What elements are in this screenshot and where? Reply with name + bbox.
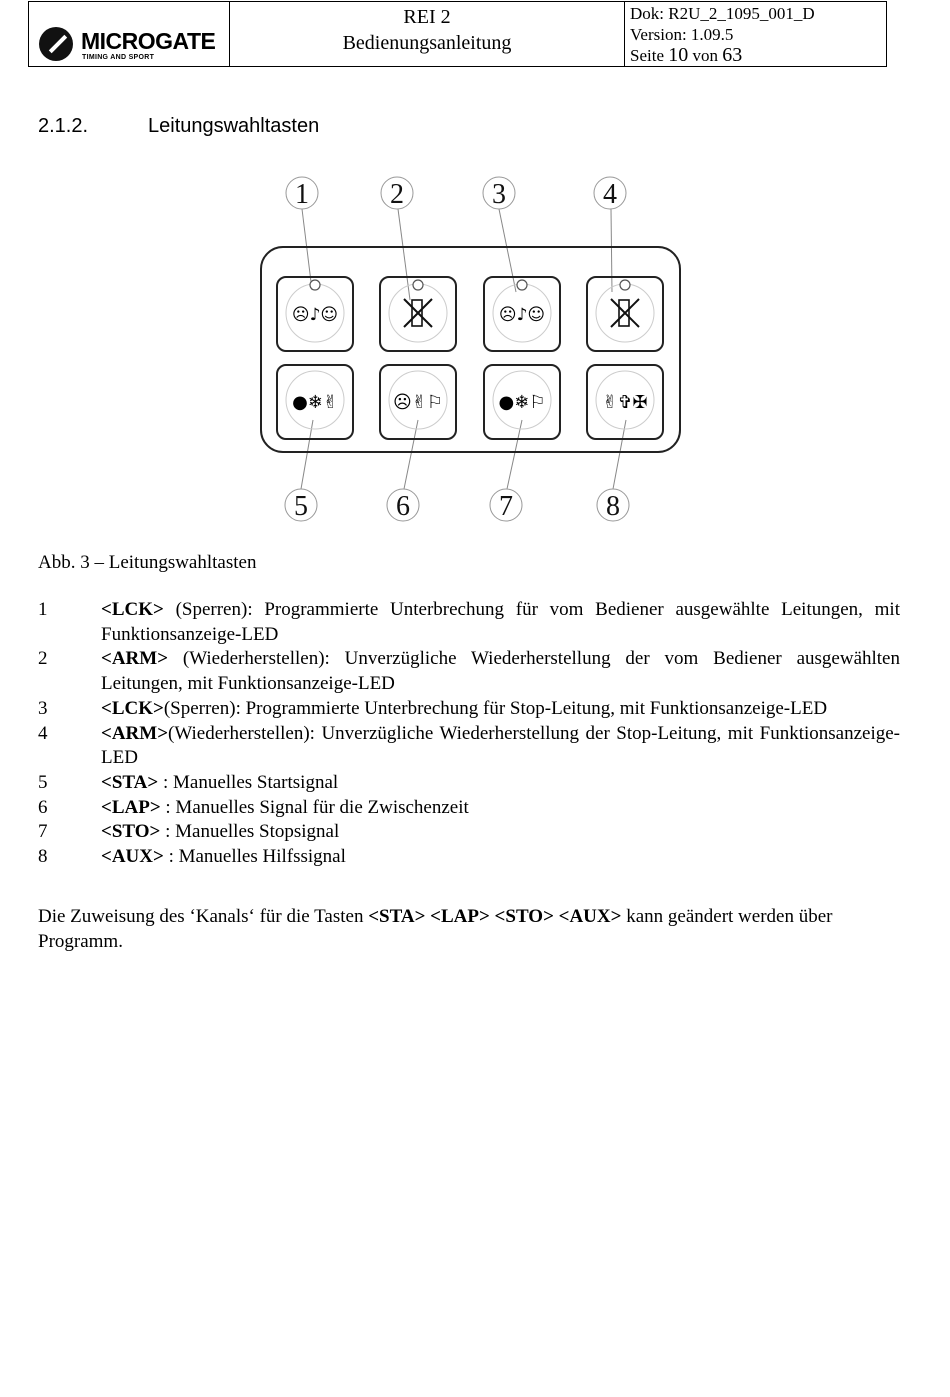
list-item: 2 <ARM> (Wiederherstellen): Unverzügliche Wiederherstellung der vom Bediener ausgewählten Leitungen, mit Funktionsanzeige-LED	[38, 648, 900, 695]
key-name: <LCK>	[101, 599, 164, 620]
key-2-arm[interactable]	[380, 277, 456, 351]
key-name: <AUX>	[101, 846, 164, 868]
document-type: Bedienungsanleitung	[342, 32, 512, 54]
page-number: 10	[668, 44, 689, 66]
led-indicator-icon	[517, 280, 527, 290]
section-number: 2.1.2.	[38, 115, 89, 137]
key-3-lck[interactable]	[484, 277, 560, 351]
callout-3	[483, 177, 515, 210]
aux-symbols-icon: ✌✞✠	[602, 392, 648, 413]
list-item: 7 <STO> : Manuelles Stopsignal	[38, 821, 340, 843]
list-item: 1 <LCK> (Sperren): Programmierte Unterbrechung für vom Bediener ausgewählte Leitungen, mit Funktionsanzeige-LED	[38, 599, 900, 645]
list-item: 3 <LCK>(Sperren): Programmierte Unterbrechung für Stop-Leitung, mit Funktionsanzeige-LED	[38, 697, 828, 719]
product-name: REI 2	[403, 6, 451, 28]
callout-7	[490, 489, 522, 522]
doc-version: Version: 1.09.5	[630, 25, 734, 44]
key-name: <LAP>	[101, 796, 161, 818]
callout-2	[381, 177, 413, 210]
key-name: <ARM>	[101, 722, 169, 744]
logo-text: MICROGATE	[81, 28, 216, 54]
callout-5	[285, 489, 317, 522]
callout-8	[597, 489, 629, 522]
lap-symbols-icon: ☹✌⚐	[393, 392, 443, 413]
key-5-sta[interactable]	[277, 365, 353, 439]
lock-symbols-icon: ☹♪☺	[291, 305, 339, 325]
list-item: 8 <AUX> : Manuelles Hilfssignal	[38, 846, 346, 868]
key-name: <LCK>	[101, 697, 164, 719]
svg-text:3: 3	[492, 179, 506, 210]
led-indicator-icon	[310, 280, 320, 290]
stop-symbols-icon: ●❄⚐	[498, 392, 546, 413]
svg-text:1: 1	[295, 179, 309, 210]
key-name: <STO>	[101, 821, 161, 843]
list-item: 4 <ARM>(Wiederherstellen): Unverzügliche Wiederherstellung der Stop-Leitung, mit Funktionsanzeige-LED	[38, 722, 900, 769]
key-names: <STA> <LAP> <STO> <AUX>	[368, 906, 622, 927]
keypad-figure	[0, 0, 950, 540]
section-title: Leitungswahltasten	[148, 115, 320, 137]
doc-id: Dok: R2U_2_1095_001_D	[630, 4, 815, 23]
led-indicator-icon	[413, 280, 423, 290]
led-indicator-icon	[620, 280, 630, 290]
svg-text:2: 2	[390, 179, 404, 210]
key-name: <ARM>	[101, 648, 169, 670]
channel-assignment-note: Die Zuweisung des ‘Kanals‘ für die Tasten <STA> <LAP> <STO> <AUX> kann geändert werden über Programm.	[38, 906, 833, 952]
list-item: 6 <LAP> : Manuelles Signal für die Zwischenzeit	[38, 796, 469, 818]
arm-cross-icon	[404, 299, 432, 327]
page-indicator: Seite 10 von 63	[630, 44, 743, 66]
svg-text:5: 5	[294, 491, 308, 522]
key-6-lap[interactable]	[380, 365, 456, 439]
callout-1	[286, 177, 318, 210]
key-4-arm[interactable]	[587, 277, 663, 351]
callout-6	[387, 489, 419, 522]
svg-text:6: 6	[396, 491, 410, 522]
svg-text:7: 7	[499, 491, 513, 522]
key-7-sto[interactable]	[484, 365, 560, 439]
callout-4	[594, 177, 626, 210]
page-total: 63	[722, 44, 743, 66]
key-1-lck[interactable]	[277, 277, 353, 351]
logo-subtitle: TIMING AND SPORT	[82, 54, 155, 61]
lock-symbols-icon: ☹♪☺	[498, 305, 546, 325]
list-item: 5 <STA> : Manuelles Startsignal	[38, 771, 339, 793]
arm-cross-icon	[611, 299, 639, 327]
start-symbols-icon: ●❄✌	[292, 392, 338, 413]
key-description-list	[38, 598, 900, 870]
svg-text:8: 8	[606, 491, 620, 522]
figure-caption: Abb. 3 – Leitungswahltasten	[38, 552, 257, 573]
svg-text:4: 4	[603, 179, 617, 210]
key-name: <STA>	[101, 771, 159, 793]
